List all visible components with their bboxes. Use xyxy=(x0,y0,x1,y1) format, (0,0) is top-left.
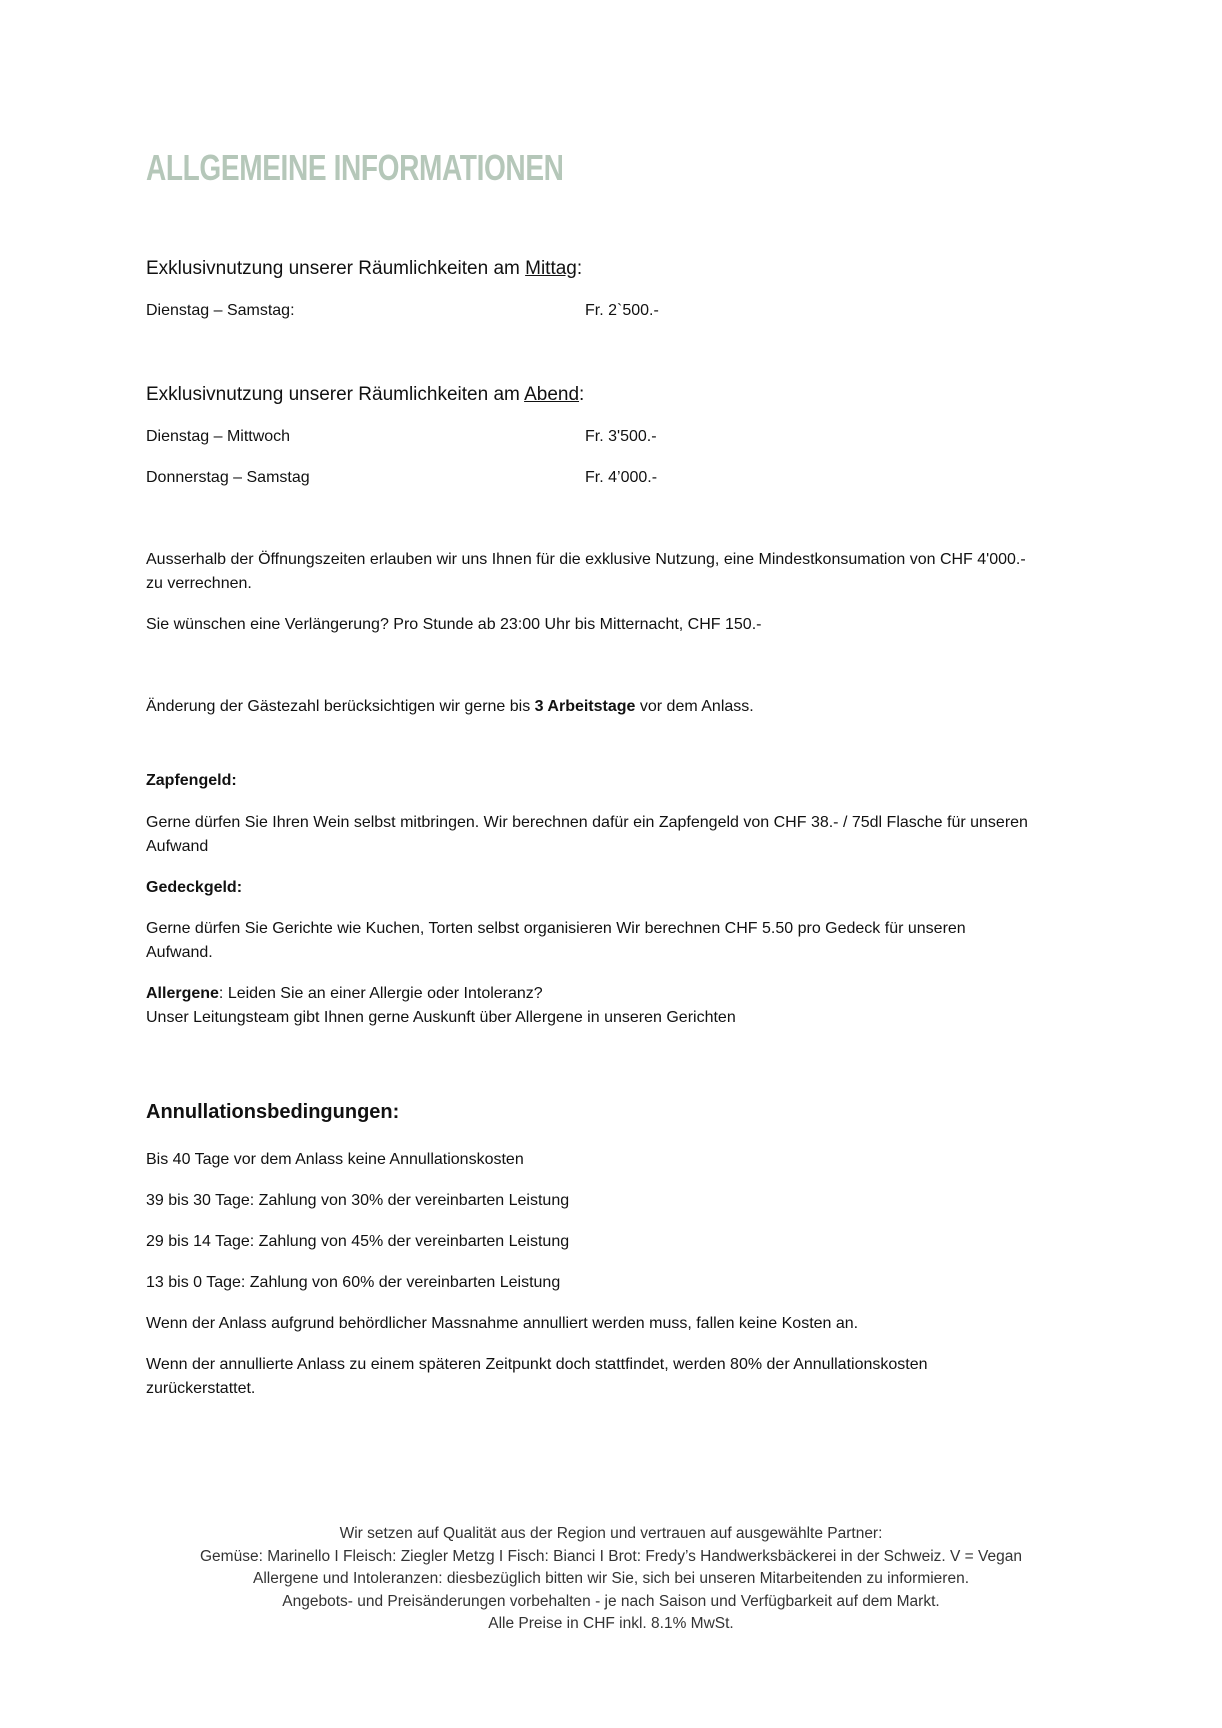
mittag-heading-colon: : xyxy=(576,258,583,279)
mittag-heading-underlined: Mittag xyxy=(525,258,577,279)
annullation-heading: Annullationsbedingungen: xyxy=(146,1101,400,1123)
zapfengeld-line-2: Aufwand xyxy=(146,838,209,855)
annullation-last-line-1: Wenn der annullierte Anlass zu einem späteren Zeitpunkt doch stattfindet, werden 80% der Annullationskosten xyxy=(146,1356,928,1373)
footer-line-4: Angebots- und Preisänderungen vorbehalten - je nach Saison und Verfügbarkeit auf dem Markt. xyxy=(282,1592,940,1610)
annullation-item-2: 39 bis 30 Tage: Zahlung von 30% der vereinbarten Leistung xyxy=(146,1192,570,1209)
footer xyxy=(0,1523,1222,1636)
page-title: ALLGEMEINE INFORMATIONEN xyxy=(146,147,564,188)
annullation-item-5: Wenn der Anlass aufgrund behördlicher Massnahme annulliert werden muss, fallen keine Kosten an. xyxy=(146,1315,859,1332)
gaeste-text xyxy=(146,695,754,719)
allergene-line-1 xyxy=(146,982,543,1006)
abend-day-1: Dienstag – Mittwoch xyxy=(146,428,291,445)
abend-heading-colon: : xyxy=(579,384,585,405)
gaeste-text-post: vor dem Anlass. xyxy=(635,698,754,715)
footer-line-1: Wir setzen auf Qualität aus der Region und vertrauen auf ausgewählte Partner: xyxy=(339,1525,883,1542)
gedeckgeld-line-2: Aufwand. xyxy=(146,944,213,961)
allergene-label: Allergene xyxy=(146,985,219,1002)
zapfengeld-line-1: Gerne dürfen Sie Ihren Wein selbst mitbringen. Wir berechnen dafür ein Zapfengeld von CHF 38.- / 75dl Flasche für unseren xyxy=(146,814,1028,831)
footer-line-2: Gemüse: Marinello I Fleisch: Ziegler Metzg I Fisch: Bianci I Brot: Fredy’s Handwerksbäckerei in der Schweiz. V = Vegan xyxy=(200,1547,1022,1565)
gaeste-text-bold: 3 Arbeitstage xyxy=(534,698,636,715)
abend-day-2: Donnerstag – Samstag xyxy=(146,469,310,486)
annullation-last-line-2: zurückerstattet. xyxy=(146,1380,256,1397)
footer-line-3: Allergene und Intoleranzen: diesbezüglich bitten wir Sie, sich bei unseren Mitarbeitenden zu informieren. xyxy=(253,1570,969,1587)
ausserhalb-line-1: Ausserhalb der Öffnungszeiten erlauben wir uns Ihnen für die exklusive Nutzung, eine Mindestkonsumation von CHF 4'000.- xyxy=(146,551,1026,568)
abend-heading-text: Exklusivnutzung unserer Räumlichkeiten am xyxy=(146,384,525,405)
mittag-price: Fr. 2`500.- xyxy=(585,302,659,319)
annullation-item-1: Bis 40 Tage vor dem Anlass keine Annullationskosten xyxy=(146,1151,524,1168)
gaeste-text-pre: Änderung der Gästezahl berücksichtigen wir gerne bis xyxy=(146,698,535,715)
mittag-heading-text: Exklusivnutzung unserer Räumlichkeiten am xyxy=(146,258,526,279)
mittag-day: Dienstag – Samstag: xyxy=(146,302,295,319)
zapfengeld-label: Zapfengeld: xyxy=(146,772,237,789)
ausserhalb-line-2: zu verrechnen. xyxy=(146,575,252,592)
annullation-item-3: 29 bis 14 Tage: Zahlung von 45% der vereinbarten Leistung xyxy=(146,1233,570,1250)
footer-line-5: Alle Preise in CHF inkl. 8.1% MwSt. xyxy=(488,1615,734,1632)
abend-heading-underlined: Abend xyxy=(524,384,580,405)
allergene-question: : Leiden Sie an einer Allergie oder Intoleranz? xyxy=(218,985,543,1002)
abend-price-2: Fr. 4’000.- xyxy=(585,469,658,486)
allergene-line-2: Unser Leitungsteam gibt Ihnen gerne Auskunft über Allergene in unseren Gerichten xyxy=(146,1009,736,1026)
mittag-heading xyxy=(146,258,582,280)
verlaengerung-text: Sie wünschen eine Verlängerung? Pro Stunde ab 23:00 Uhr bis Mitternacht, CHF 150.- xyxy=(146,616,762,633)
abend-heading xyxy=(146,384,584,406)
gedeckgeld-label: Gedeckgeld: xyxy=(146,879,243,896)
annullation-item-4: 13 bis 0 Tage: Zahlung von 60% der vereinbarten Leistung xyxy=(146,1274,561,1291)
abend-price-1: Fr. 3'500.- xyxy=(585,428,657,445)
gedeckgeld-line-1: Gerne dürfen Sie Gerichte wie Kuchen, Torten selbst organisieren Wir berechnen CHF 5.50 pro Gedeck für unseren xyxy=(146,920,966,937)
